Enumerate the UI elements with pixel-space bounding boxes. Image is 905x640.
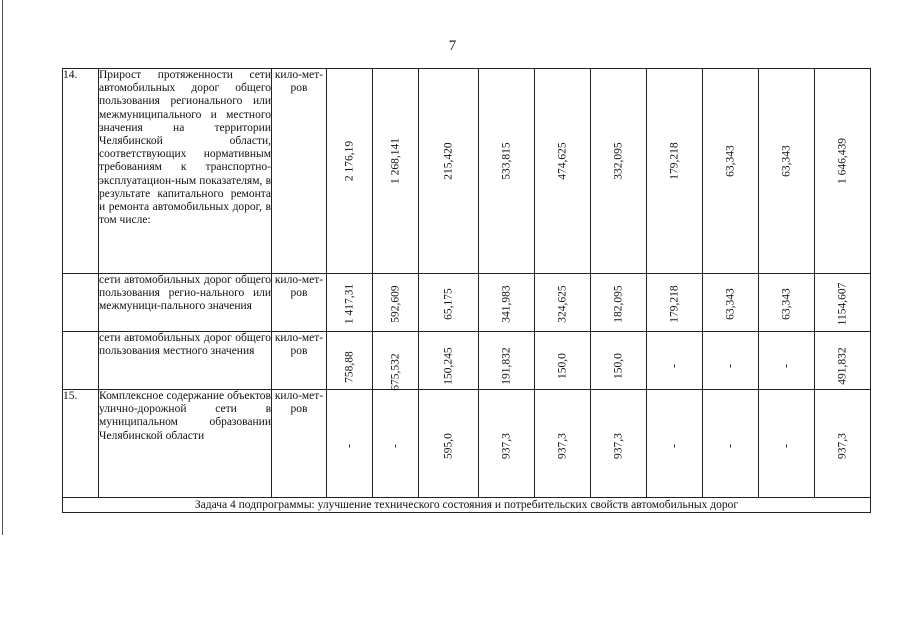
value-cell [373,274,419,332]
value-cell [703,390,759,498]
row-number [63,274,99,332]
value-text: 324,625 [555,284,568,323]
value-cell [591,274,647,332]
value-cell [591,332,647,390]
value-text: 1154,607 [835,282,848,325]
table-row [63,332,871,390]
value-text: 758,88 [342,351,355,384]
row-description: Комплексное содержание объектов улично-дорожной сети в муниципальном образовании Челябинской области [99,390,272,498]
value-text: 937,3 [499,432,512,459]
value-cell [535,390,591,498]
row-unit: кило-мет-ров [272,274,327,332]
task-row [63,498,871,513]
value-cell [647,274,703,332]
value-text: 491,832 [835,347,848,385]
value-text: 191,832 [499,347,512,385]
value-text: 937,3 [611,432,624,459]
row-number: 14. [63,69,99,274]
table-row [63,390,871,498]
value-cell [703,274,759,332]
task-heading: Задача 4 подпрограммы: улучшение технического состояния и потребительских свойств автомобильных дорог [63,498,871,513]
value-cell [479,274,535,332]
value-text: - [342,443,355,448]
row-unit: кило-мет-ров [272,390,327,498]
value-cell [327,69,373,274]
value-text: 1 646,439 [835,137,848,184]
value-text: - [667,364,680,369]
value-text: 179,218 [667,142,680,180]
value-cell [373,332,419,390]
value-cell [373,390,419,498]
value-text: 533,815 [499,142,512,180]
value-text: 1 268,141 [388,137,401,184]
value-cell [419,274,479,332]
value-text: - [667,443,680,448]
page-margin-line [2,0,3,535]
row-description: сети автомобильных дорог общего пользования регио-нального или межмуници-пального значения [99,274,272,332]
row-unit: кило-мет-ров [272,69,327,274]
value-text: 179,218 [667,284,680,323]
value-cell [419,332,479,390]
value-cell [815,274,871,332]
value-cell [815,69,871,274]
value-text: 63,343 [723,144,736,177]
value-cell [647,332,703,390]
value-cell [479,69,535,274]
value-cell [703,332,759,390]
page-number: 7 [448,38,457,54]
value-cell [419,69,479,274]
value-text: 150,245 [441,347,454,385]
value-cell [535,332,591,390]
value-text: 182,095 [611,284,624,323]
value-text: 341,983 [499,284,512,323]
value-text: - [779,443,792,448]
value-cell [479,390,535,498]
value-text: 1 417,31 [342,283,355,324]
value-cell [327,274,373,332]
value-cell [759,69,815,274]
value-cell [327,332,373,390]
value-text: - [779,364,792,369]
value-cell [815,332,871,390]
value-cell [479,332,535,390]
value-text: 937,3 [835,432,848,459]
row-description: сети автомобильных дорог общего пользования местного значения [99,332,272,390]
value-text: 2 176,19 [342,140,355,181]
value-cell [759,332,815,390]
value-text: 592,609 [388,284,401,323]
value-cell [703,69,759,274]
value-cell [759,274,815,332]
value-cell [535,69,591,274]
value-cell [591,69,647,274]
table-row [63,274,871,332]
value-text: 332,095 [611,142,624,180]
value-text: 65,175 [441,287,454,320]
table-row [63,69,871,274]
value-cell [759,390,815,498]
value-cell [647,69,703,274]
value-cell [535,274,591,332]
value-cell [327,390,373,498]
value-text: 215,420 [441,142,454,180]
value-text: 474,625 [555,142,568,180]
value-cell [373,69,419,274]
value-text: 937,3 [555,432,568,459]
value-text: 150,0 [611,353,624,380]
row-number: 15. [63,390,99,498]
row-number [63,332,99,390]
value-text: 63,343 [723,287,736,320]
value-text: 675,532 [388,353,401,391]
value-text: - [388,443,401,448]
row-description: Прирост протяженности сети автомобильных дорог общего пользования регионального или межмуниципального и местного значения на территории Челябинской области, соответствующих нормативным требованиям к транспортно-эксплуатацион-ным показателям, в результате капитального ремонта и ремонта автомобильных дорог, в том числе: [99,69,272,274]
indicators-table [62,68,871,513]
row-unit: кило-мет-ров [272,332,327,390]
value-cell [815,390,871,498]
value-text: 63,343 [779,144,792,177]
value-text: 595,0 [441,432,454,459]
value-cell [647,390,703,498]
value-cell [419,390,479,498]
value-text: 63,343 [779,287,792,320]
value-text: - [723,443,736,448]
value-text: - [723,364,736,369]
value-text: 150,0 [555,353,568,380]
value-cell [591,390,647,498]
